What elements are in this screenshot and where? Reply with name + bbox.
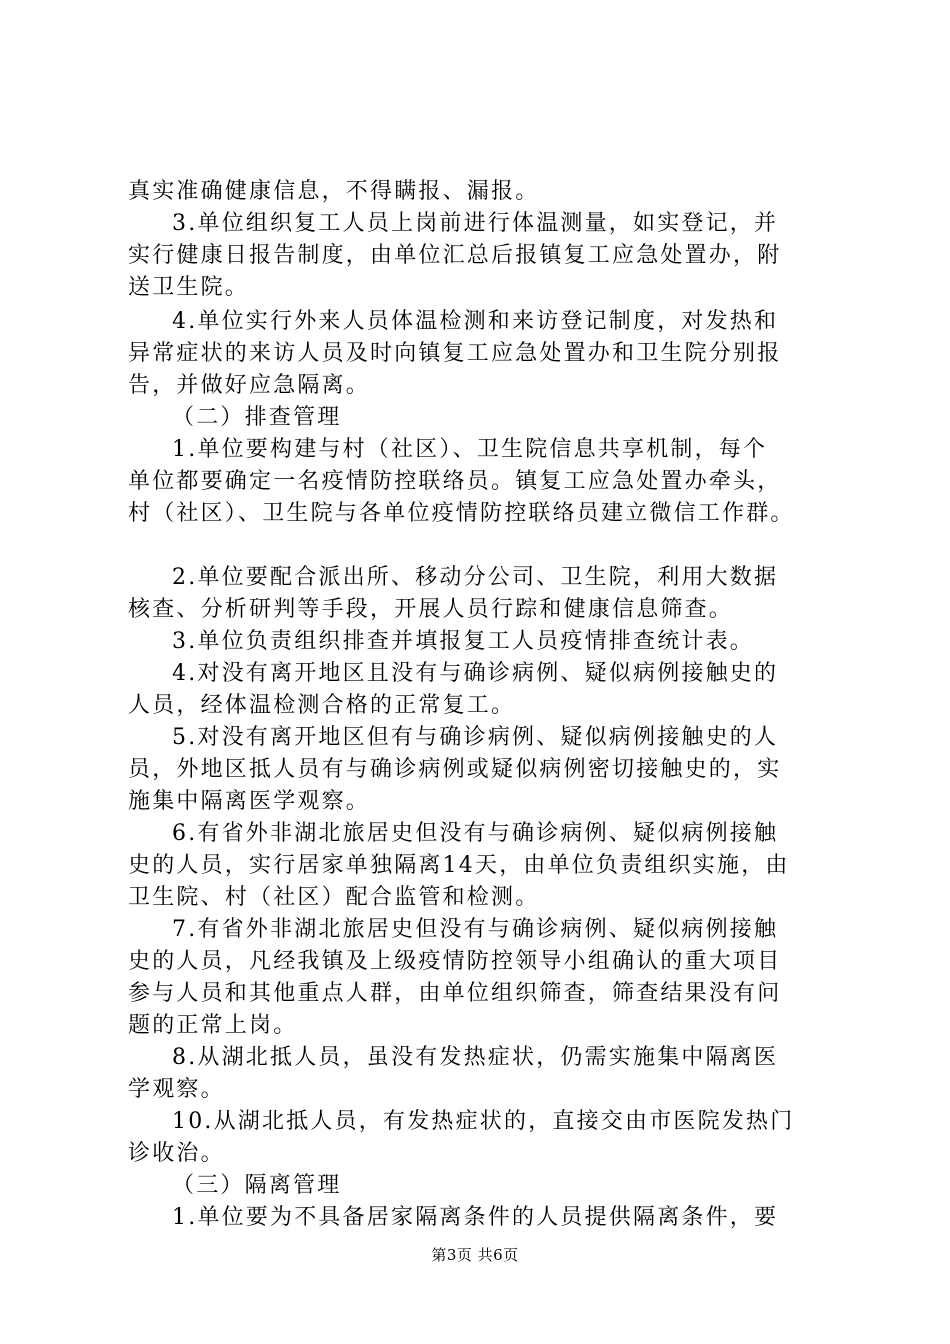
text-line: 4.单位实行外来人员体温检测和来访登记制度，对发热和 [172,309,779,334]
text-line: 3.单位负责组织排查并填报复工人员疫情排查统计表。 [172,629,754,654]
text-line: 告，并做好应急隔离。 [128,373,371,398]
text-line: 题的正常上岗。 [128,1013,298,1038]
text-line: 实行健康日报告制度，由单位汇总后报镇复工应急处置办，附 [128,243,782,268]
text-line: 6.有省外非湖北旅居史但没有与确诊病例、疑似病例接触 [172,821,779,846]
text-line: 史的人员，实行居家单独隔离14天，由单位负责组织实施，由 [128,853,790,878]
text-line: 10.从湖北抵人员，有发热症状的，直接交由市医院发热门 [172,1109,795,1134]
text-line: 1.单位要为不具备居家隔离条件的人员提供隔离条件，要 [172,1205,779,1230]
text-line: 真实准确健康信息，不得瞒报、漏报。 [128,179,540,204]
text-line: 单位都要确定一名疫情防控联络员。镇复工应急处置办牵头， [128,469,782,494]
text-line: 核查、分析研判等手段，开展人员行踪和健康信息筛查。 [128,597,734,622]
text-line: 2.单位要配合派出所、移动分公司、卫生院，利用大数据 [172,565,779,590]
text-line: 4.对没有离开地区且没有与确诊病例、疑似病例接触史的 [172,661,779,686]
section-heading: （三）隔离管理 [172,1173,342,1198]
text-line: 5.对没有离开地区但有与确诊病例、疑似病例接触史的人 [172,725,779,750]
page-number-footer: 第3页 共6页 [431,1246,519,1264]
text-line: 施集中隔离医学观察。 [128,789,371,814]
text-line: 参与人员和其他重点人群，由单位组织筛查，筛查结果没有问 [128,981,782,1006]
text-line: 3.单位组织复工人员上岗前进行体温测量，如实登记，并 [172,211,779,236]
text-line: 人员，经体温检测合格的正常复工。 [128,693,516,718]
text-line: 异常症状的来访人员及时向镇复工应急处置办和卫生院分别报 [128,341,782,366]
text-line: 送卫生院。 [128,275,250,300]
text-line: 村（社区）、卫生院与各单位疫情防控联络员建立微信工作群。 [128,501,795,526]
text-line: 史的人员，凡经我镇及上级疫情防控领导小组确认的重大项目 [128,949,782,974]
text-line: 8.从湖北抵人员，虽没有发热症状，仍需实施集中隔离医 [172,1045,779,1070]
text-line: 学观察。 [128,1077,225,1102]
text-line: 诊收治。 [128,1141,225,1166]
text-line: 1.单位要构建与村（社区）、卫生院信息共享机制，每个 [172,437,768,462]
section-heading: （二）排查管理 [172,405,342,430]
text-line: 员，外地区抵人员有与确诊病例或疑似病例密切接触史的，实 [128,757,782,782]
text-line: 7.有省外非湖北旅居史但没有与确诊病例、疑似病例接触 [172,917,779,942]
text-line: 卫生院、村（社区）配合监管和检测。 [128,885,540,910]
